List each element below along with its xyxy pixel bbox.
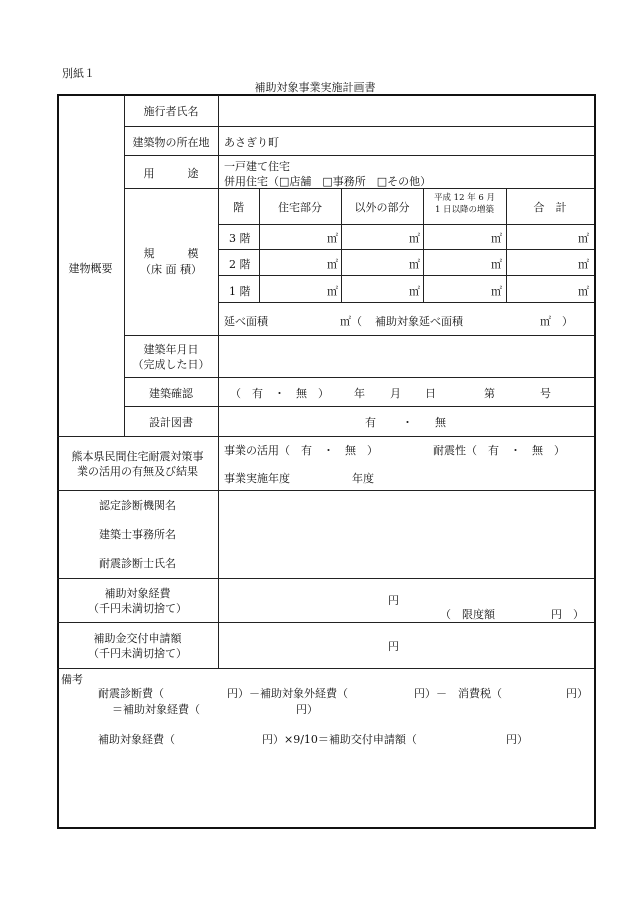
unit-f1-residential: ㎡: [327, 285, 338, 298]
confirmation-number-suffix: 号: [540, 387, 551, 400]
total-col-header: 合 計: [533, 201, 567, 214]
unit-f3-total: ㎡: [578, 232, 589, 245]
eligible-cost-note: （千円未満切捨て）: [88, 602, 187, 615]
eligible-cost-yen: 円: [388, 594, 399, 607]
architect-office-label: 建築士事務所名: [99, 528, 176, 541]
confirmation-number-prefix: 第: [484, 387, 495, 400]
floor-col-header: 階: [233, 201, 244, 214]
remarks-eligible-cost-2: 補助対象経費（: [98, 733, 175, 746]
built-date-label: 建築年月日: [143, 343, 199, 356]
project-label-1: 熊本県民間住宅耐震対策事: [71, 450, 204, 463]
fiscal-year-unit: 年度: [352, 472, 374, 485]
total-area-unit: ㎡（: [340, 315, 362, 328]
applicant-name-label: 施行者氏名: [143, 105, 199, 118]
page-title: 補助対象事業実施計画書: [254, 81, 376, 94]
usage-label: 用 途: [143, 167, 199, 180]
residential-col-header: 住宅部分: [278, 201, 322, 214]
remarks-grant-formula: 円）×9/10＝補助交付申請額（: [262, 733, 417, 746]
fiscal-year-label: 事業実施年度: [224, 472, 290, 485]
unit-f2-residential: ㎡: [327, 258, 338, 271]
grant-note: （千円未満切捨て）: [88, 647, 187, 660]
remarks-ineligible-cost: 円）－補助対象外経費（: [227, 687, 348, 700]
utilization-status: 事業の活用（ 有 ・ 無 ）: [224, 444, 378, 457]
grant-yen: 円: [388, 640, 399, 653]
floor-3-label: 3 階: [229, 232, 251, 245]
remarks-tax-close: 円）: [566, 687, 588, 700]
floor-1-label: 1 階: [229, 285, 251, 298]
unit-f2-other: ㎡: [409, 258, 420, 271]
drawings-no: 無: [435, 416, 446, 429]
confirmation-month: 月: [390, 387, 401, 400]
location-label: 建築物の所在地: [132, 136, 210, 149]
floor-area-label: （床 面 積）: [140, 263, 202, 276]
confirmation-year: 年: [354, 387, 365, 400]
total-area-label: 延べ面積: [224, 315, 268, 328]
seismic-status: 耐震性（ 有 ・ 無 ）: [433, 444, 565, 457]
other-part-col-header: 以外の部分: [354, 201, 410, 214]
remarks-eligible-close: 円）: [296, 703, 318, 716]
remarks-grant-close: 円）: [506, 733, 528, 746]
usage-mixed-use: 併用住宅（□店舗 □事務所 □その他）: [224, 175, 432, 188]
drawings-separator: ・: [402, 416, 413, 429]
project-label-2: 業の活用の有無及び結果: [77, 465, 198, 478]
eligible-area-unit: ㎡ ）: [540, 315, 573, 328]
limit-amount-label: （ 限度額: [440, 608, 495, 621]
building-overview-label: 建物概要: [68, 262, 113, 275]
completion-date-label: （完成した日）: [132, 358, 210, 371]
remarks-eligible-cost: ＝補助対象経費（: [112, 703, 200, 716]
unit-f2-total: ㎡: [578, 258, 589, 271]
usage-detached-house: 一戸建て住宅: [224, 160, 290, 173]
building-confirmation-label: 建築確認: [149, 387, 193, 400]
diagnostician-label: 耐震診断士氏名: [99, 557, 176, 570]
limit-amount-unit: 円 ）: [551, 608, 584, 621]
confirmation-day: 日: [425, 387, 436, 400]
confirmation-yes-no: （ 有 ・ 無 ）: [230, 387, 329, 400]
floor-2-label: 2 階: [229, 258, 251, 271]
location-value: あさぎり町: [224, 136, 279, 149]
eligible-cost-label: 補助対象経費: [104, 587, 171, 600]
unit-f1-total: ㎡: [578, 285, 589, 298]
eligible-area-label: 補助対象延べ面積: [375, 315, 463, 328]
remarks-diagnosis-fee: 耐震診断費（: [98, 687, 164, 700]
unit-f1-other: ㎡: [409, 285, 420, 298]
drawings-yes: 有: [365, 416, 376, 429]
remarks-label: 備考: [61, 673, 83, 686]
unit-f2-extension: ㎡: [491, 258, 502, 271]
unit-f3-extension: ㎡: [491, 232, 502, 245]
scale-label: 規 模: [143, 247, 199, 260]
extension-col-header-2: 1 日以降の増築: [434, 205, 495, 215]
design-drawings-label: 設計図書: [149, 416, 193, 429]
remarks-consumption-tax: 円）－ 消費税（: [414, 687, 502, 700]
institution-label: 認定診断機関名: [99, 499, 176, 512]
unit-f3-other: ㎡: [409, 232, 420, 245]
extension-col-header-1: 平成 12 年 6 月: [433, 193, 496, 203]
grant-label: 補助金交付申請額: [93, 632, 182, 645]
unit-f1-extension: ㎡: [491, 285, 502, 298]
unit-f3-residential: ㎡: [327, 232, 338, 245]
attachment-label: 別紙１: [62, 67, 95, 80]
